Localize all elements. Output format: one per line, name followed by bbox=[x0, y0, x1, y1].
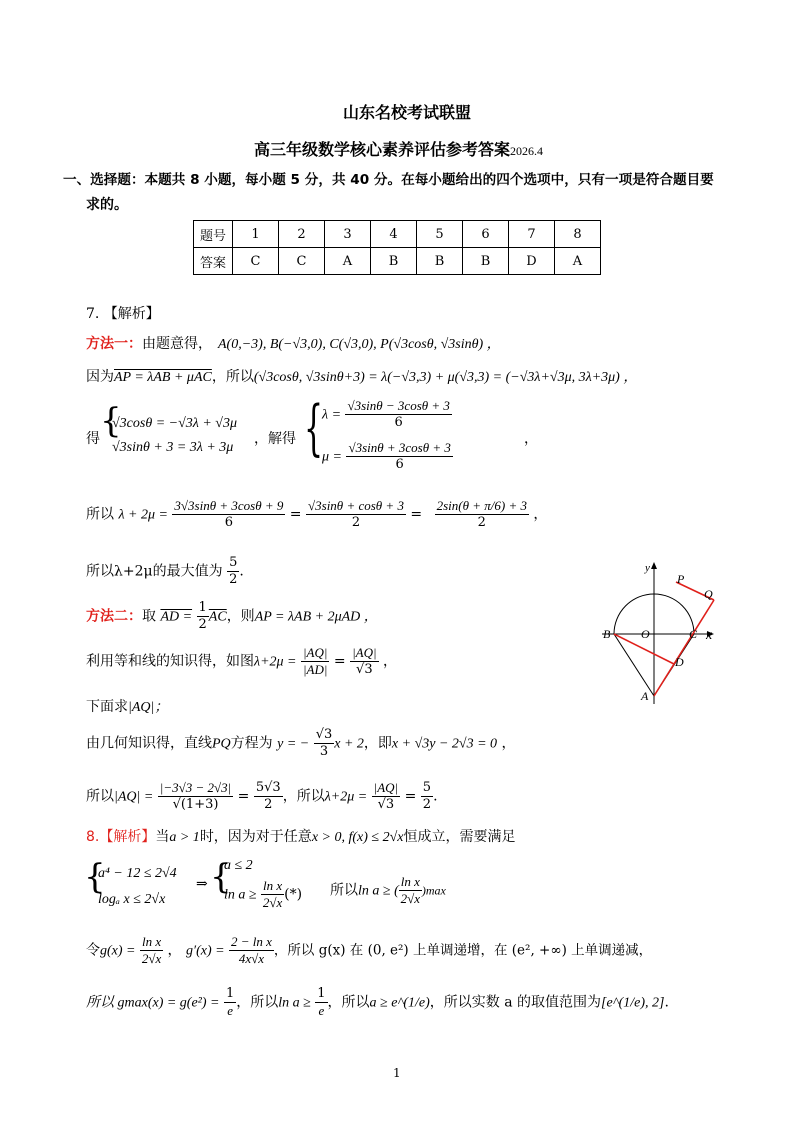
m2-frac1-den: |AD| bbox=[302, 662, 328, 677]
lambda-num: √3sinθ − 3cosθ + 3 bbox=[347, 398, 450, 413]
m2-half-den: 2 bbox=[198, 617, 207, 632]
m2-ie: ，即 bbox=[363, 735, 392, 752]
q8-lna-frac bbox=[315, 986, 327, 1019]
q8-gx-den: 2√x bbox=[141, 951, 162, 966]
q8-range-value: [e^(1/e), 2] bbox=[601, 995, 665, 1011]
q8-t2: 时，因为对于任意 bbox=[199, 829, 312, 845]
q8-lna: ln a ≥ bbox=[278, 995, 311, 1011]
m2-dist-num: |−3√3 − 2√3| bbox=[159, 780, 232, 795]
fig-label-O: O bbox=[641, 627, 650, 641]
q8-s5-den: 2√x bbox=[400, 891, 421, 906]
table-cell: C bbox=[279, 248, 325, 275]
q8-so2: ，所以 bbox=[236, 994, 279, 1011]
max-num: 5 bbox=[229, 555, 238, 570]
q8-range: ，所以实数 a 的取值范围为 bbox=[429, 994, 602, 1011]
q8-gpx-num: 2 − ln x bbox=[231, 934, 272, 949]
m2-frac1 bbox=[301, 645, 329, 678]
m2-ad: AD = bbox=[160, 609, 193, 625]
title-date: 2026.4 bbox=[510, 144, 544, 158]
m2-final-num: |AQ| bbox=[373, 780, 399, 795]
q8-s5-wrap bbox=[330, 874, 446, 907]
table-cell: 3 bbox=[325, 221, 371, 248]
q8-c2: x > 0, f(x) ≤ 2√x bbox=[311, 830, 404, 845]
m2-final-den: √3 bbox=[377, 797, 395, 812]
q7-max-line: 所以λ+2μ的最大值为 $\frac{5}{2}$ . bbox=[86, 555, 244, 587]
sum-frac3-num: 2sin(θ + π/6) + 3 bbox=[436, 498, 527, 513]
m2-find-text: 下面求 bbox=[86, 699, 128, 715]
q8-t1: 当 bbox=[155, 829, 170, 845]
q7-vector-line bbox=[86, 366, 637, 386]
m2-slope-num: √3 bbox=[315, 727, 333, 742]
q8-s4-den: 2√x bbox=[262, 895, 283, 910]
answer-table bbox=[193, 220, 601, 275]
fig-label-C: C bbox=[689, 627, 698, 641]
m2-ac: $\overline{AC}$ bbox=[208, 609, 227, 625]
table-cell: B bbox=[417, 248, 463, 275]
q8-gpx: g′(x) = bbox=[186, 943, 225, 959]
m2-half bbox=[197, 600, 209, 633]
method1-label: 方法一： bbox=[86, 336, 142, 352]
system-eq1: √3cosθ = −√3λ + √3μ bbox=[112, 416, 238, 431]
geometry-figure bbox=[598, 560, 728, 710]
fig-label-Q: Q bbox=[704, 587, 713, 601]
q8-s5-num: ln x bbox=[400, 874, 420, 889]
q7-heading: 7. 【解析】 bbox=[86, 306, 160, 322]
m1-points: A(0,−3), B(−√3,0), C(√3,0), P(√3cosθ, √3sinθ) ， bbox=[218, 337, 501, 352]
m2-frac2 bbox=[350, 645, 378, 678]
m2-aq-target: |AQ|； bbox=[128, 700, 169, 715]
vector-equation: AP = λAB + μAC bbox=[114, 370, 212, 385]
sum-frac3 bbox=[435, 498, 529, 531]
table-cell: C bbox=[233, 248, 279, 275]
sum-frac2-den: 2 bbox=[351, 515, 361, 530]
m2-eq-text: 方程为 bbox=[230, 735, 273, 752]
q8-lna-den: e bbox=[318, 1003, 325, 1018]
vector-expansion: (√3cosθ, √3sinθ+3) = λ(−√3,3) + μ(√3,3) = (−√3λ+√3μ, 3λ+3μ) ， bbox=[253, 370, 638, 385]
m2-lhs: λ+2μ = bbox=[254, 654, 297, 670]
q7-method1-line bbox=[86, 333, 501, 353]
max-text: 所以λ+2μ的最大值为 bbox=[86, 563, 223, 580]
m2-geo-text: 由几何知识得，直线 bbox=[86, 735, 212, 752]
sum-frac2-num: √3sinθ + cosθ + 3 bbox=[308, 498, 404, 513]
q8-ling: 令 bbox=[86, 942, 100, 959]
suoyi-text: 所以 bbox=[86, 506, 114, 523]
m2-dist-den: √(1+3) bbox=[172, 797, 219, 812]
q8-t3: 恒成立，需要满足 bbox=[403, 829, 516, 845]
section1-line1: 一、选择题：本题共 8 小题，每小题 5 分，共 40 分。在每小题给出的四个选项中，只有一项是符合题目要 bbox=[63, 172, 714, 188]
m2-take: 取 bbox=[142, 608, 156, 625]
system-brace: { bbox=[100, 401, 122, 441]
table-cell: D bbox=[509, 248, 555, 275]
lambda-solution bbox=[322, 398, 452, 431]
m2-line-general: x + √3y − 2√3 = 0 bbox=[391, 736, 498, 752]
because-text: 因为 bbox=[86, 369, 114, 385]
table-cell: 2 bbox=[279, 221, 325, 248]
fig-label-x: x bbox=[706, 628, 713, 643]
table-cell: 6 bbox=[463, 221, 509, 248]
q8-star: (*) bbox=[284, 886, 303, 903]
m2-isoline-text: 利用等和线的知识得，如图 bbox=[86, 653, 254, 670]
q8-derivative-line: 令g(x) = $\frac{\text{ln x}}{2√x}$ ， g′(x) = $\frac{\text{2 − ln x}}{4x√x}$ ，所以 g(x) 在 (0, e²) 上单调递增，在 (e², +∞) 上单调递减， bbox=[86, 934, 653, 966]
table-row bbox=[194, 221, 601, 248]
mu-fraction bbox=[346, 440, 452, 473]
m2-so2: ，所以 bbox=[282, 788, 325, 805]
q8-gmax: 所以 gmax(x) = g(e²) = bbox=[86, 995, 220, 1011]
q8-heading: 8.【解析】 bbox=[86, 829, 156, 845]
m2-final-val-den: 2 bbox=[422, 797, 432, 812]
exam-org: 山东名校考试联盟 bbox=[343, 103, 472, 122]
q7-line-eq: 由几何知识得，直线PQ方程为 y = − $\frac{√3}{3}$ x + 2，即x + √3y − 2√3 = 0 ， bbox=[86, 727, 516, 759]
method2-label: 方法二： bbox=[86, 608, 142, 625]
q7-distance: 所以|AQ| = $\frac{|-3√3 - 2√3|}{√(1+3)}$ = $\frac{5√3}{2}$ ，所以λ+2μ = $\frac{|AQ|}{√3}$ = $\frac{5}{2}$ . bbox=[86, 780, 438, 812]
m1-intro: 由题意得， bbox=[142, 336, 212, 352]
sum-frac1 bbox=[172, 498, 285, 531]
q8-conclusion-line bbox=[86, 986, 669, 1019]
q8-arrow: ⇒ bbox=[196, 876, 208, 892]
q7-isoline: 利用等和线的知识得，如图λ+2μ = $\frac{|AQ|}{|AD|}$ = $\frac{|AQ|}{√3}$ ， bbox=[86, 645, 398, 677]
mu-den: 6 bbox=[395, 457, 404, 472]
m2-ap: AP = λAB + 2μAD ， bbox=[254, 609, 378, 625]
m2-final-lhs: λ+2μ = bbox=[324, 789, 368, 805]
fig-label-y: y bbox=[645, 562, 650, 574]
q8-gpx-frac bbox=[229, 934, 274, 967]
table-cell: 5 bbox=[417, 221, 463, 248]
table-cell: 7 bbox=[509, 221, 555, 248]
m2-then: ，则 bbox=[226, 608, 255, 625]
lambda-eq: λ = bbox=[322, 407, 342, 423]
q8-c1: a > 1 bbox=[169, 830, 200, 845]
mu-solution bbox=[322, 440, 453, 473]
m2-frac1-num: |AQ| bbox=[302, 645, 328, 660]
page-number: 1 bbox=[393, 1066, 401, 1080]
m2-so-text: 所以 bbox=[86, 788, 114, 805]
table-row bbox=[194, 248, 601, 275]
fig-label-P: P bbox=[677, 572, 685, 586]
q8-s4-num: ln x bbox=[263, 878, 283, 893]
q8-lna-num: 1 bbox=[317, 986, 326, 1001]
m2-dist-res bbox=[254, 780, 283, 813]
page-title bbox=[254, 137, 543, 160]
q7-method2-line bbox=[86, 600, 378, 633]
table-cell: A bbox=[325, 248, 371, 275]
system-eq2: √3sinθ + 3 = 3λ + 3μ bbox=[112, 440, 234, 455]
m2-dist-res-num: 5√3 bbox=[255, 780, 281, 795]
q8-gmax-num: 1 bbox=[225, 986, 235, 1001]
title-text: 高三年级数学核心素养评估参考答案 bbox=[254, 140, 511, 159]
q8-dot: . bbox=[664, 994, 669, 1011]
q8-ae: a ≥ e^(1/e) bbox=[369, 995, 430, 1011]
m2-line-lhs: y = − bbox=[277, 736, 310, 752]
max-den: 2 bbox=[229, 572, 238, 587]
table-cell: 4 bbox=[371, 221, 417, 248]
q8-s3: a ≤ 2 bbox=[224, 858, 253, 873]
m2-aq-eq: |AQ| = bbox=[114, 789, 154, 805]
q8-s5c: )max bbox=[421, 883, 446, 898]
m2-dist-res-den: 2 bbox=[264, 797, 273, 812]
m2-half-num: 1 bbox=[198, 600, 207, 615]
fig-label-A: A bbox=[641, 689, 649, 703]
solution-brace: { bbox=[304, 393, 324, 463]
q8-s5: 所以 bbox=[330, 882, 358, 899]
fig-label-D: D bbox=[675, 655, 684, 669]
q8-brace1: { bbox=[84, 857, 106, 897]
q8-s4: ln a ≥ bbox=[224, 887, 257, 903]
q8-mono: ，所以 g(x) 在 (0, e²) 上单调递增，在 (e², +∞) 上单调递减， bbox=[273, 942, 653, 959]
q8-gpx-den: 4x√x bbox=[238, 951, 265, 966]
q8-s5-frac bbox=[399, 874, 422, 907]
m2-line-rhs: x + 2 bbox=[334, 736, 364, 752]
m2-final-frac bbox=[372, 780, 400, 813]
lambda-fraction bbox=[345, 398, 451, 431]
table-header-cell: 题号 bbox=[194, 221, 233, 248]
lambda-den: 6 bbox=[394, 415, 403, 430]
sum-frac2 bbox=[306, 498, 406, 531]
m2-frac2-den: √3 bbox=[356, 662, 373, 677]
m2-dist-frac bbox=[158, 780, 233, 813]
de-text: 得 bbox=[86, 431, 100, 447]
m2-pq: PQ bbox=[212, 736, 231, 752]
table-cell: 8 bbox=[555, 221, 601, 248]
q8-s5b: ln a ≥ ( bbox=[358, 883, 399, 899]
mu-num: √3sinθ + 3cosθ + 3 bbox=[348, 440, 451, 455]
sum-frac1-den: 6 bbox=[224, 515, 234, 530]
table-cell: 1 bbox=[233, 221, 279, 248]
q8-brace2: { bbox=[210, 857, 232, 897]
so-text: ，所以 bbox=[211, 369, 254, 385]
mu-eq: μ = bbox=[322, 449, 342, 465]
m2-final-val-num: 5 bbox=[422, 780, 432, 795]
m2-slope bbox=[314, 727, 335, 760]
q8-system-block bbox=[86, 858, 646, 920]
max-fraction bbox=[227, 555, 239, 588]
table-header-cell: 答案 bbox=[194, 248, 233, 275]
q8-s4-frac bbox=[261, 878, 284, 911]
sum-frac3-den: 2 bbox=[477, 515, 486, 530]
q7-sum-line: 所以 λ + 2μ = $\frac{3√3\sin\theta + 3\cos\theta + 9}{6}$ = $\frac{√3\sin\theta + \cos\theta + 3}{2}$ = $\frac{2\sin(\theta + \pi/6) + 3}{2}$ ， bbox=[86, 498, 548, 530]
q8-s2: logₐ x ≤ 2√x bbox=[98, 892, 166, 907]
m2-frac2-num: |AQ| bbox=[352, 645, 377, 660]
q8-gx-num: ln x bbox=[141, 934, 162, 949]
q8-gmax-den: e bbox=[227, 1003, 233, 1018]
q8-s4-wrap bbox=[224, 878, 302, 911]
q8-line1 bbox=[86, 826, 515, 846]
fig-label-B: B bbox=[603, 627, 611, 641]
q8-so3: ，所以 bbox=[327, 994, 370, 1011]
q8-s1: a⁴ − 12 ≤ 2√4 bbox=[98, 866, 177, 881]
m2-slope-den: 3 bbox=[319, 744, 329, 759]
q8-gx-frac bbox=[140, 934, 163, 967]
table-cell: B bbox=[371, 248, 417, 275]
table-cell: A bbox=[555, 248, 601, 275]
section1-line2: 求的。 bbox=[86, 197, 128, 213]
m2-final-val bbox=[421, 780, 433, 813]
q8-gmax-frac bbox=[224, 986, 236, 1019]
q8-gx: g(x) = bbox=[100, 943, 136, 959]
table-cell: B bbox=[463, 248, 509, 275]
jiede-text: ，解得 bbox=[254, 431, 296, 447]
sum-frac1-num: 3√3sinθ + 3cosθ + 9 bbox=[174, 498, 284, 513]
sum-lhs: λ + 2μ = bbox=[118, 507, 168, 523]
q7-find-aq bbox=[86, 696, 168, 716]
